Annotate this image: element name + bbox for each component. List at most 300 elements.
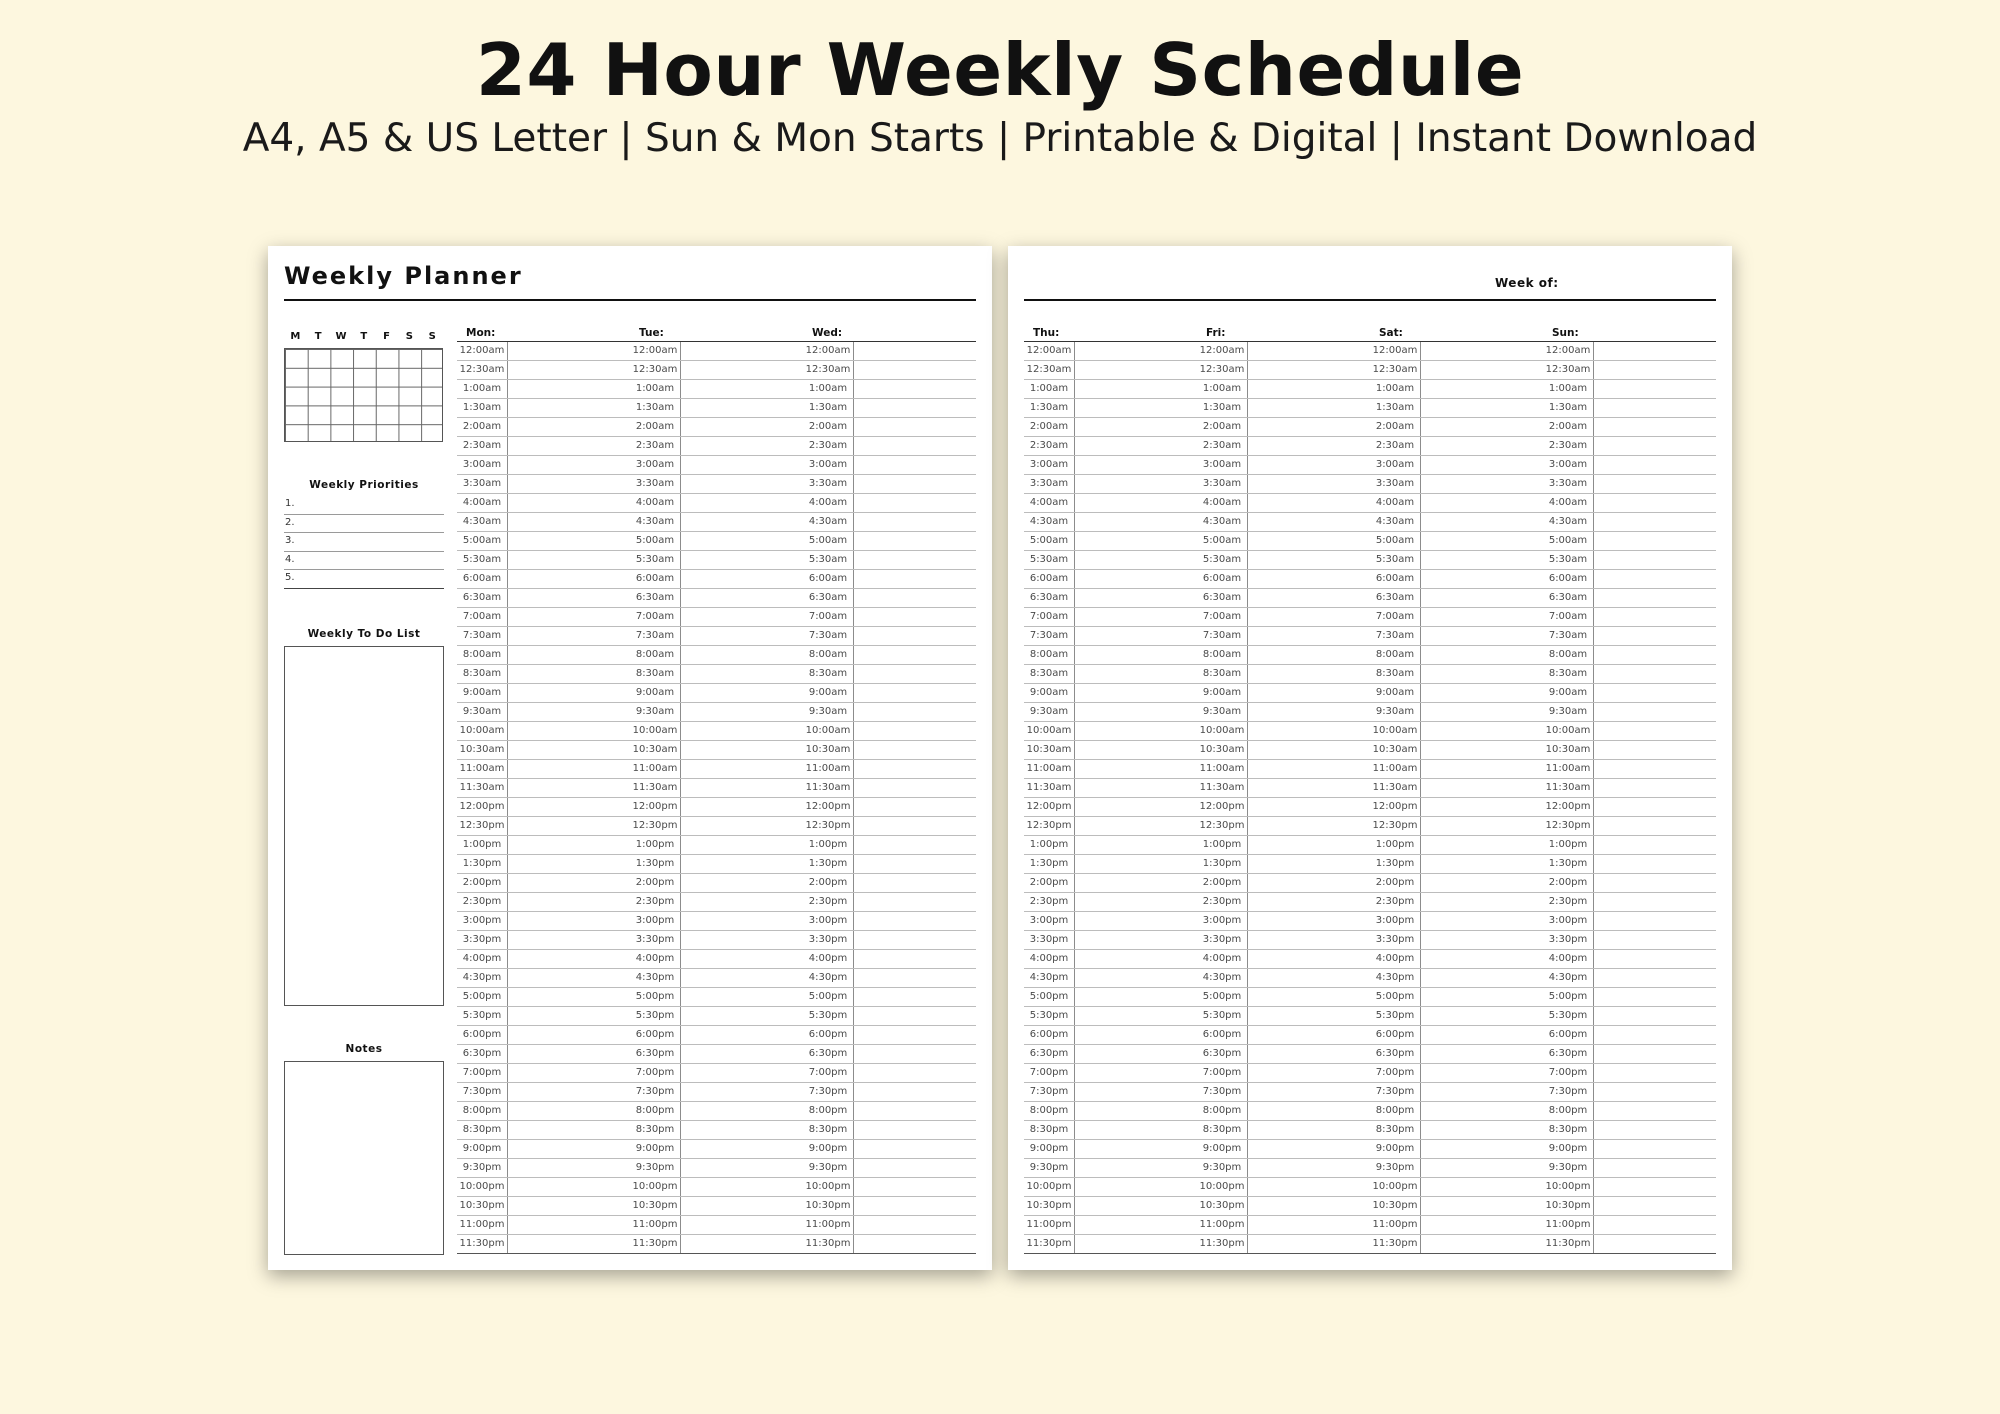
- time-slot-row[interactable]: [1543, 950, 1716, 969]
- time-slot-row[interactable]: [1543, 437, 1716, 456]
- time-slot-row[interactable]: [1197, 1140, 1370, 1159]
- time-slot-row[interactable]: [1197, 874, 1370, 893]
- time-slot-row[interactable]: [1543, 988, 1716, 1007]
- time-slot-row[interactable]: [1024, 342, 1197, 361]
- time-slot-row[interactable]: [803, 893, 976, 912]
- time-slot-row[interactable]: [630, 513, 803, 532]
- time-slot-row[interactable]: [1024, 912, 1197, 931]
- time-slot-row[interactable]: [630, 722, 803, 741]
- time-slot-row[interactable]: [1543, 456, 1716, 475]
- time-slot-row[interactable]: [1370, 893, 1543, 912]
- time-slot-row[interactable]: [1543, 570, 1716, 589]
- time-slot-row[interactable]: [1197, 836, 1370, 855]
- time-slot-row[interactable]: [630, 627, 803, 646]
- time-slot-row[interactable]: [630, 741, 803, 760]
- time-slot-row[interactable]: [630, 684, 803, 703]
- time-slot-row[interactable]: [1197, 494, 1370, 513]
- time-slot-row[interactable]: [803, 437, 976, 456]
- time-slot-row[interactable]: [803, 456, 976, 475]
- time-slot-row[interactable]: [803, 988, 976, 1007]
- time-slot-row[interactable]: [1370, 1235, 1543, 1254]
- time-slot-row[interactable]: [1370, 361, 1543, 380]
- time-slot-row[interactable]: [630, 931, 803, 950]
- time-slot-row[interactable]: [1197, 912, 1370, 931]
- time-slot-row[interactable]: [457, 1216, 630, 1235]
- time-slot-row[interactable]: [1024, 1197, 1197, 1216]
- time-slot-row[interactable]: [1024, 1216, 1197, 1235]
- time-slot-row[interactable]: [1543, 874, 1716, 893]
- time-slot-row[interactable]: [457, 1140, 630, 1159]
- time-slot-row[interactable]: [803, 684, 976, 703]
- time-slot-row[interactable]: [1543, 475, 1716, 494]
- time-slot-row[interactable]: [457, 969, 630, 988]
- time-slot-row[interactable]: [1197, 1235, 1370, 1254]
- time-slot-row[interactable]: [803, 760, 976, 779]
- time-slot-row[interactable]: [1543, 760, 1716, 779]
- time-slot-row[interactable]: [1024, 380, 1197, 399]
- time-slot-row[interactable]: [1543, 798, 1716, 817]
- time-slot-row[interactable]: [803, 817, 976, 836]
- time-slot-row[interactable]: [630, 494, 803, 513]
- time-slot-row[interactable]: [630, 608, 803, 627]
- time-slot-row[interactable]: [457, 399, 630, 418]
- time-slot-row[interactable]: [630, 874, 803, 893]
- time-slot-row[interactable]: [457, 1178, 630, 1197]
- time-slot-row[interactable]: [630, 1159, 803, 1178]
- time-slot-row[interactable]: [803, 1045, 976, 1064]
- time-slot-row[interactable]: [1543, 1140, 1716, 1159]
- time-slot-row[interactable]: [803, 779, 976, 798]
- time-slot-row[interactable]: [1370, 418, 1543, 437]
- time-slot-row[interactable]: [630, 1178, 803, 1197]
- time-slot-row[interactable]: [1370, 722, 1543, 741]
- time-slot-row[interactable]: [457, 741, 630, 760]
- time-slot-row[interactable]: [1543, 380, 1716, 399]
- time-slot-row[interactable]: [803, 931, 976, 950]
- time-slot-row[interactable]: [1370, 969, 1543, 988]
- time-slot-row[interactable]: [630, 893, 803, 912]
- time-slot-row[interactable]: [1370, 855, 1543, 874]
- time-slot-row[interactable]: [457, 494, 630, 513]
- time-slot-row[interactable]: [1370, 1045, 1543, 1064]
- time-slot-row[interactable]: [457, 1083, 630, 1102]
- time-slot-row[interactable]: [1543, 342, 1716, 361]
- time-slot-row[interactable]: [630, 532, 803, 551]
- time-slot-row[interactable]: [630, 1007, 803, 1026]
- time-slot-row[interactable]: [1024, 779, 1197, 798]
- time-slot-row[interactable]: [1197, 817, 1370, 836]
- todo-box[interactable]: [284, 646, 444, 1006]
- time-slot-row[interactable]: [457, 475, 630, 494]
- time-slot-row[interactable]: [803, 418, 976, 437]
- time-slot-row[interactable]: [457, 855, 630, 874]
- time-slot-row[interactable]: [1370, 380, 1543, 399]
- time-slot-row[interactable]: [457, 798, 630, 817]
- time-slot-row[interactable]: [1024, 608, 1197, 627]
- time-slot-row[interactable]: [1543, 855, 1716, 874]
- time-slot-row[interactable]: [457, 1102, 630, 1121]
- time-slot-row[interactable]: [1024, 988, 1197, 1007]
- time-slot-row[interactable]: [1197, 456, 1370, 475]
- time-slot-row[interactable]: [1024, 570, 1197, 589]
- time-slot-row[interactable]: [630, 1197, 803, 1216]
- time-slot-row[interactable]: [1197, 722, 1370, 741]
- time-slot-row[interactable]: [803, 1178, 976, 1197]
- time-slot-row[interactable]: [1024, 475, 1197, 494]
- time-slot-row[interactable]: [1024, 741, 1197, 760]
- priority-item[interactable]: 5.: [284, 570, 444, 589]
- time-slot-row[interactable]: [630, 760, 803, 779]
- time-slot-row[interactable]: [1024, 1178, 1197, 1197]
- time-slot-row[interactable]: [803, 494, 976, 513]
- time-slot-row[interactable]: [1024, 456, 1197, 475]
- time-slot-row[interactable]: [1197, 1197, 1370, 1216]
- time-slot-row[interactable]: [457, 570, 630, 589]
- time-slot-row[interactable]: [630, 361, 803, 380]
- priority-item[interactable]: 2.: [284, 515, 444, 534]
- time-slot-row[interactable]: [1024, 1083, 1197, 1102]
- time-slot-row[interactable]: [1024, 1045, 1197, 1064]
- time-slot-row[interactable]: [1543, 741, 1716, 760]
- time-slot-row[interactable]: [1024, 1121, 1197, 1140]
- time-slot-row[interactable]: [1024, 684, 1197, 703]
- time-slot-row[interactable]: [457, 1121, 630, 1140]
- time-slot-row[interactable]: [630, 1140, 803, 1159]
- time-slot-row[interactable]: [630, 779, 803, 798]
- time-slot-row[interactable]: [457, 722, 630, 741]
- mini-calendar-grid[interactable]: [284, 348, 443, 442]
- time-slot-row[interactable]: [457, 760, 630, 779]
- time-slot-row[interactable]: [1024, 931, 1197, 950]
- time-slot-row[interactable]: [630, 665, 803, 684]
- time-slot-row[interactable]: [1024, 1026, 1197, 1045]
- time-slot-row[interactable]: [803, 855, 976, 874]
- time-slot-row[interactable]: [1197, 380, 1370, 399]
- time-slot-row[interactable]: [457, 589, 630, 608]
- time-slot-row[interactable]: [457, 551, 630, 570]
- time-slot-row[interactable]: [457, 1007, 630, 1026]
- time-slot-row[interactable]: [1543, 684, 1716, 703]
- time-slot-row[interactable]: [1370, 1083, 1543, 1102]
- time-slot-row[interactable]: [803, 399, 976, 418]
- time-slot-row[interactable]: [1543, 551, 1716, 570]
- time-slot-row[interactable]: [1197, 1102, 1370, 1121]
- time-slot-row[interactable]: [630, 1045, 803, 1064]
- time-slot-row[interactable]: [630, 551, 803, 570]
- time-slot-row[interactable]: [1024, 722, 1197, 741]
- time-slot-row[interactable]: [1197, 969, 1370, 988]
- time-slot-row[interactable]: [1024, 760, 1197, 779]
- time-slot-row[interactable]: [803, 627, 976, 646]
- time-slot-row[interactable]: [630, 703, 803, 722]
- time-slot-row[interactable]: [1197, 1216, 1370, 1235]
- time-slot-row[interactable]: [1370, 532, 1543, 551]
- time-slot-row[interactable]: [1024, 437, 1197, 456]
- time-slot-row[interactable]: [1370, 399, 1543, 418]
- time-slot-row[interactable]: [803, 1121, 976, 1140]
- time-slot-row[interactable]: [803, 1235, 976, 1254]
- time-slot-row[interactable]: [803, 1216, 976, 1235]
- time-slot-row[interactable]: [803, 912, 976, 931]
- time-slot-row[interactable]: [1543, 513, 1716, 532]
- time-slot-row[interactable]: [803, 646, 976, 665]
- time-slot-row[interactable]: [1543, 1197, 1716, 1216]
- time-slot-row[interactable]: [630, 1121, 803, 1140]
- notes-box[interactable]: [284, 1061, 444, 1255]
- time-slot-row[interactable]: [1024, 969, 1197, 988]
- time-slot-row[interactable]: [1370, 494, 1543, 513]
- time-slot-row[interactable]: [1024, 1159, 1197, 1178]
- time-slot-row[interactable]: [803, 722, 976, 741]
- time-slot-row[interactable]: [803, 1083, 976, 1102]
- time-slot-row[interactable]: [1543, 627, 1716, 646]
- time-slot-row[interactable]: [630, 836, 803, 855]
- time-slot-row[interactable]: [1024, 399, 1197, 418]
- time-slot-row[interactable]: [1024, 551, 1197, 570]
- time-slot-row[interactable]: [1197, 684, 1370, 703]
- priority-item[interactable]: 1.: [284, 496, 444, 515]
- time-slot-row[interactable]: [1197, 703, 1370, 722]
- time-slot-row[interactable]: [1197, 950, 1370, 969]
- time-slot-row[interactable]: [1024, 893, 1197, 912]
- time-slot-row[interactable]: [803, 551, 976, 570]
- time-slot-row[interactable]: [630, 817, 803, 836]
- time-slot-row[interactable]: [1024, 361, 1197, 380]
- time-slot-row[interactable]: [457, 665, 630, 684]
- time-slot-row[interactable]: [630, 988, 803, 1007]
- time-slot-row[interactable]: [803, 608, 976, 627]
- time-slot-row[interactable]: [630, 1216, 803, 1235]
- time-slot-row[interactable]: [1024, 703, 1197, 722]
- time-slot-row[interactable]: [1197, 1121, 1370, 1140]
- time-slot-row[interactable]: [1197, 608, 1370, 627]
- time-slot-row[interactable]: [457, 779, 630, 798]
- time-slot-row[interactable]: [630, 1235, 803, 1254]
- time-slot-row[interactable]: [1197, 1159, 1370, 1178]
- time-slot-row[interactable]: [1543, 1102, 1716, 1121]
- time-slot-row[interactable]: [1543, 532, 1716, 551]
- time-slot-row[interactable]: [1197, 798, 1370, 817]
- time-slot-row[interactable]: [1024, 874, 1197, 893]
- time-slot-row[interactable]: [630, 399, 803, 418]
- time-slot-row[interactable]: [1543, 1083, 1716, 1102]
- time-slot-row[interactable]: [1543, 817, 1716, 836]
- time-slot-row[interactable]: [1543, 931, 1716, 950]
- time-slot-row[interactable]: [457, 418, 630, 437]
- time-slot-row[interactable]: [1370, 779, 1543, 798]
- time-slot-row[interactable]: [457, 342, 630, 361]
- time-slot-row[interactable]: [1197, 418, 1370, 437]
- time-slot-row[interactable]: [457, 950, 630, 969]
- time-slot-row[interactable]: [1543, 1216, 1716, 1235]
- time-slot-row[interactable]: [1197, 570, 1370, 589]
- time-slot-row[interactable]: [630, 380, 803, 399]
- time-slot-row[interactable]: [1024, 513, 1197, 532]
- time-slot-row[interactable]: [630, 969, 803, 988]
- time-slot-row[interactable]: [457, 931, 630, 950]
- time-slot-row[interactable]: [803, 1102, 976, 1121]
- time-slot-row[interactable]: [1024, 1235, 1197, 1254]
- time-slot-row[interactable]: [803, 703, 976, 722]
- time-slot-row[interactable]: [1024, 855, 1197, 874]
- time-slot-row[interactable]: [803, 741, 976, 760]
- time-slot-row[interactable]: [803, 361, 976, 380]
- time-slot-row[interactable]: [803, 798, 976, 817]
- time-slot-row[interactable]: [1370, 931, 1543, 950]
- time-slot-row[interactable]: [1024, 817, 1197, 836]
- time-slot-row[interactable]: [457, 703, 630, 722]
- time-slot-row[interactable]: [630, 646, 803, 665]
- time-slot-row[interactable]: [457, 646, 630, 665]
- time-slot-row[interactable]: [1197, 361, 1370, 380]
- time-slot-row[interactable]: [1370, 741, 1543, 760]
- time-slot-row[interactable]: [1543, 589, 1716, 608]
- time-slot-row[interactable]: [1370, 589, 1543, 608]
- time-slot-row[interactable]: [457, 912, 630, 931]
- time-slot-row[interactable]: [803, 475, 976, 494]
- time-slot-row[interactable]: [803, 1026, 976, 1045]
- time-slot-row[interactable]: [1197, 1083, 1370, 1102]
- time-slot-row[interactable]: [1370, 342, 1543, 361]
- time-slot-row[interactable]: [1370, 475, 1543, 494]
- time-slot-row[interactable]: [1197, 665, 1370, 684]
- time-slot-row[interactable]: [1543, 361, 1716, 380]
- time-slot-row[interactable]: [803, 570, 976, 589]
- time-slot-row[interactable]: [1370, 551, 1543, 570]
- time-slot-row[interactable]: [630, 950, 803, 969]
- time-slot-row[interactable]: [630, 475, 803, 494]
- time-slot-row[interactable]: [1543, 969, 1716, 988]
- time-slot-row[interactable]: [457, 893, 630, 912]
- time-slot-row[interactable]: [1370, 627, 1543, 646]
- time-slot-row[interactable]: [457, 1064, 630, 1083]
- time-slot-row[interactable]: [457, 437, 630, 456]
- time-slot-row[interactable]: [803, 1159, 976, 1178]
- time-slot-row[interactable]: [1370, 437, 1543, 456]
- time-slot-row[interactable]: [630, 342, 803, 361]
- time-slot-row[interactable]: [1197, 988, 1370, 1007]
- time-slot-row[interactable]: [1024, 950, 1197, 969]
- time-slot-row[interactable]: [457, 513, 630, 532]
- time-slot-row[interactable]: [1370, 760, 1543, 779]
- time-slot-row[interactable]: [1024, 589, 1197, 608]
- time-slot-row[interactable]: [1370, 1064, 1543, 1083]
- time-slot-row[interactable]: [1370, 912, 1543, 931]
- time-slot-row[interactable]: [1370, 456, 1543, 475]
- time-slot-row[interactable]: [1543, 1007, 1716, 1026]
- time-slot-row[interactable]: [1197, 893, 1370, 912]
- time-slot-row[interactable]: [1543, 836, 1716, 855]
- time-slot-row[interactable]: [1370, 1159, 1543, 1178]
- time-slot-row[interactable]: [630, 437, 803, 456]
- time-slot-row[interactable]: [457, 361, 630, 380]
- time-slot-row[interactable]: [1543, 494, 1716, 513]
- time-slot-row[interactable]: [1197, 475, 1370, 494]
- time-slot-row[interactable]: [1543, 703, 1716, 722]
- time-slot-row[interactable]: [1370, 988, 1543, 1007]
- time-slot-row[interactable]: [1024, 494, 1197, 513]
- time-slot-row[interactable]: [1197, 931, 1370, 950]
- time-slot-row[interactable]: [803, 836, 976, 855]
- time-slot-row[interactable]: [1370, 798, 1543, 817]
- time-slot-row[interactable]: [630, 418, 803, 437]
- time-slot-row[interactable]: [1024, 627, 1197, 646]
- time-slot-row[interactable]: [803, 513, 976, 532]
- time-slot-row[interactable]: [630, 1026, 803, 1045]
- time-slot-row[interactable]: [1370, 665, 1543, 684]
- time-slot-row[interactable]: [1370, 817, 1543, 836]
- time-slot-row[interactable]: [1197, 1178, 1370, 1197]
- time-slot-row[interactable]: [1370, 1007, 1543, 1026]
- time-slot-row[interactable]: [457, 608, 630, 627]
- time-slot-row[interactable]: [457, 1159, 630, 1178]
- time-slot-row[interactable]: [1197, 532, 1370, 551]
- time-slot-row[interactable]: [1197, 1064, 1370, 1083]
- time-slot-row[interactable]: [1197, 779, 1370, 798]
- time-slot-row[interactable]: [1024, 532, 1197, 551]
- time-slot-row[interactable]: [1370, 646, 1543, 665]
- time-slot-row[interactable]: [457, 988, 630, 1007]
- time-slot-row[interactable]: [457, 836, 630, 855]
- time-slot-row[interactable]: [1370, 1216, 1543, 1235]
- time-slot-row[interactable]: [1543, 665, 1716, 684]
- time-slot-row[interactable]: [1024, 1007, 1197, 1026]
- time-slot-row[interactable]: [1197, 513, 1370, 532]
- time-slot-row[interactable]: [1197, 855, 1370, 874]
- time-slot-row[interactable]: [1197, 399, 1370, 418]
- priority-item[interactable]: 4.: [284, 552, 444, 571]
- time-slot-row[interactable]: [803, 1007, 976, 1026]
- time-slot-row[interactable]: [803, 1197, 976, 1216]
- time-slot-row[interactable]: [457, 1235, 630, 1254]
- time-slot-row[interactable]: [1543, 1121, 1716, 1140]
- time-slot-row[interactable]: [1024, 1102, 1197, 1121]
- time-slot-row[interactable]: [1197, 741, 1370, 760]
- time-slot-row[interactable]: [803, 1064, 976, 1083]
- time-slot-row[interactable]: [1543, 912, 1716, 931]
- time-slot-row[interactable]: [1543, 1026, 1716, 1045]
- time-slot-row[interactable]: [803, 1140, 976, 1159]
- time-slot-row[interactable]: [1543, 893, 1716, 912]
- time-slot-row[interactable]: [1370, 1026, 1543, 1045]
- time-slot-row[interactable]: [1370, 1121, 1543, 1140]
- time-slot-row[interactable]: [1543, 1235, 1716, 1254]
- time-slot-row[interactable]: [803, 532, 976, 551]
- time-slot-row[interactable]: [1024, 1140, 1197, 1159]
- time-slot-row[interactable]: [457, 380, 630, 399]
- time-slot-row[interactable]: [803, 950, 976, 969]
- time-slot-row[interactable]: [630, 570, 803, 589]
- time-slot-row[interactable]: [803, 665, 976, 684]
- time-slot-row[interactable]: [1197, 760, 1370, 779]
- time-slot-row[interactable]: [1370, 570, 1543, 589]
- time-slot-row[interactable]: [630, 456, 803, 475]
- time-slot-row[interactable]: [1197, 1026, 1370, 1045]
- time-slot-row[interactable]: [803, 342, 976, 361]
- time-slot-row[interactable]: [457, 817, 630, 836]
- time-slot-row[interactable]: [1370, 950, 1543, 969]
- time-slot-row[interactable]: [630, 1102, 803, 1121]
- time-slot-row[interactable]: [803, 969, 976, 988]
- time-slot-row[interactable]: [630, 589, 803, 608]
- time-slot-row[interactable]: [457, 684, 630, 703]
- time-slot-row[interactable]: [803, 380, 976, 399]
- time-slot-row[interactable]: [1370, 874, 1543, 893]
- time-slot-row[interactable]: [1543, 1178, 1716, 1197]
- time-slot-row[interactable]: [457, 1026, 630, 1045]
- time-slot-row[interactable]: [1370, 1102, 1543, 1121]
- time-slot-row[interactable]: [1024, 836, 1197, 855]
